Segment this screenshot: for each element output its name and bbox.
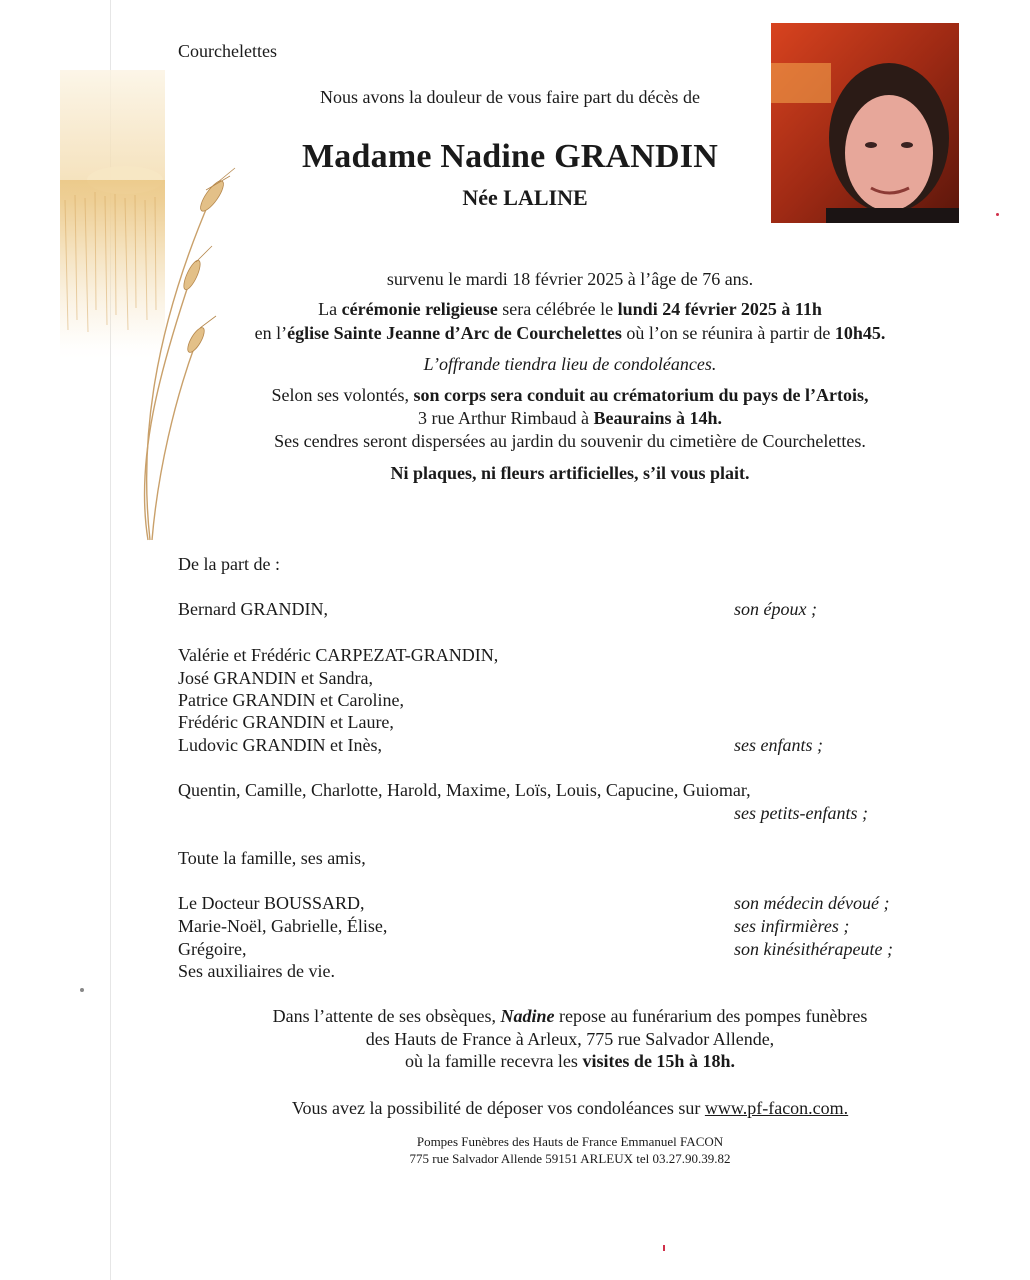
condolences-line: [200, 1097, 940, 1120]
grandchildren-role: ses petits-enfants ;: [734, 803, 868, 823]
text-run: lundi 24 février 2025 à 11h: [617, 299, 822, 319]
visit-line-3: [200, 1050, 940, 1073]
ashes-line: Ses cendres seront dispersées au jardin du souvenir du cimetière de Courchelettes.: [274, 431, 866, 451]
carer-role: son kinésithérapeute ;: [734, 939, 893, 959]
family-friends: Toute la famille, ses amis,: [178, 848, 366, 868]
ceremony-line: [200, 298, 940, 321]
text-run: Vous avez la possibilité de déposer vos condoléances sur: [291, 1098, 705, 1118]
carer-role: son médecin dévoué ;: [734, 893, 890, 913]
death-date: survenu le mardi 18 février 2025 à l’âge de 76 ans.: [386, 269, 754, 289]
children-role: ses enfants ;: [734, 735, 823, 755]
child-item: Frédéric GRANDIN et Laure,: [178, 712, 394, 732]
child-item: Patrice GRANDIN et Caroline,: [178, 690, 404, 710]
text-run: La: [318, 299, 342, 319]
text-run: où la famille recevra les: [405, 1051, 583, 1071]
text-run: son corps sera conduit au crématorium du pays de l’Artois,: [413, 385, 869, 405]
text-run: où l’on se réunira à partir de: [621, 323, 835, 343]
footer-company: Pompes Funèbres des Hauts de France Emmanuel FACON: [416, 1134, 724, 1149]
text-run: cérémonie religieuse: [341, 299, 498, 319]
carer-name: Le Docteur BOUSSARD,: [178, 893, 365, 913]
text-run: 3 rue Arthur Rimbaud à: [418, 408, 594, 428]
child-item: José GRANDIN et Sandra,: [178, 668, 373, 688]
text-run: Beaurains à 14h.: [593, 408, 722, 428]
grandchildren-names: Quentin, Camille, Charlotte, Harold, Maxime, Loïs, Louis, Capucine, Guiomar,: [178, 780, 751, 800]
no-flowers-line: Ni plaques, ni fleurs artificielles, s’il vous plait.: [390, 463, 750, 483]
church-line: [200, 322, 940, 345]
offering-line: L’offrande tiendra lieu de condoléances.: [423, 354, 717, 374]
child-item: Valérie et Frédéric CARPEZAT-GRANDIN,: [178, 645, 499, 665]
maiden-name: Née LALINE: [462, 185, 588, 210]
scan-speck: [80, 988, 84, 992]
text-run: église Sainte Jeanne d’Arc de Courchelettes: [287, 323, 622, 343]
carer-name: Ses auxiliaires de vie.: [178, 961, 335, 981]
carer-role: ses infirmières ;: [734, 916, 850, 936]
text-run: repose au funérarium des pompes funèbres: [554, 1006, 868, 1026]
text-run: visites de 15h à 18h.: [582, 1051, 735, 1071]
footer: [300, 1133, 840, 1167]
text-run: Nadine: [500, 1006, 555, 1026]
spouse-name: Bernard GRANDIN,: [178, 599, 328, 619]
child-item: Ludovic GRANDIN et Inès,: [178, 735, 382, 755]
spouse-role: son époux ;: [734, 599, 817, 619]
text-run: en l’: [254, 323, 288, 343]
text-run: sera célébrée le: [497, 299, 618, 319]
portrait-photo: [771, 23, 959, 223]
visit-line-2: des Hauts de France à Arleux, 775 rue Salvador Allende,: [365, 1029, 775, 1049]
intro-text: Nous avons la douleur de vous faire part du décès de: [320, 87, 700, 107]
text-run: 10h45.: [834, 323, 886, 343]
website-link[interactable]: www.pf-facon.com.: [704, 1098, 849, 1118]
carer-name: Marie-Noël, Gabrielle, Élise,: [178, 916, 388, 936]
carer-name: Grégoire,: [178, 939, 247, 959]
city-name: Courchelettes: [178, 41, 277, 61]
deceased-name: Madame Nadine GRANDIN: [302, 138, 718, 175]
family-intro: De la part de :: [178, 554, 280, 574]
scan-speck: [996, 213, 999, 216]
visit-line-1: [200, 1005, 940, 1028]
cremation-line: [200, 384, 940, 407]
footer-address: 775 rue Salvador Allende 59151 ARLEUX tel 03.27.90.39.82: [409, 1151, 731, 1166]
crematorium-address: [200, 407, 940, 430]
text-run: Dans l’attente de ses obsèques,: [272, 1006, 501, 1026]
text-run: Selon ses volontés,: [271, 385, 414, 405]
scan-speck: [663, 1245, 665, 1251]
